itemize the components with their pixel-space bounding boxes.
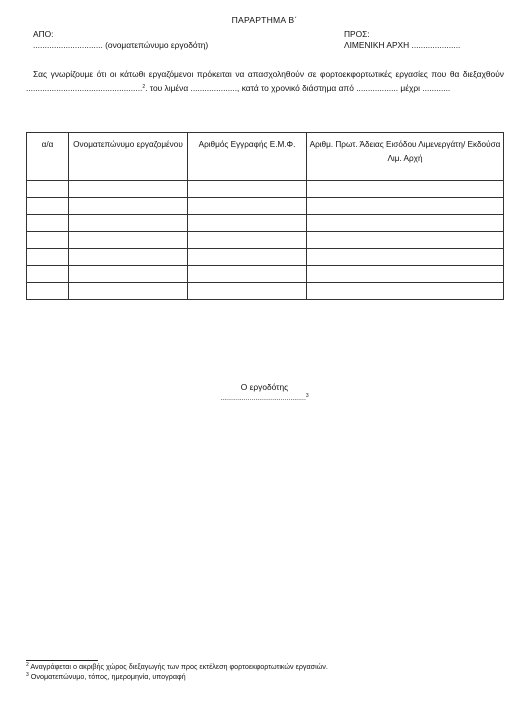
table-row [27, 198, 504, 215]
signature-field [0, 395, 529, 402]
notice-paragraph [26, 67, 504, 95]
table-cell[interactable] [69, 266, 188, 283]
table-cell[interactable] [188, 249, 307, 266]
table-cell[interactable] [307, 266, 504, 283]
footnote-ref-3: 3 [305, 393, 309, 399]
table-row [27, 215, 504, 232]
paragraph-text-4: μέχρι [398, 83, 423, 93]
table-row [27, 181, 504, 198]
table-header-row [27, 133, 504, 181]
table-cell[interactable] [188, 198, 307, 215]
table-cell[interactable] [188, 215, 307, 232]
annex-title: ΠΑΡΑΡΤΗΜΑ Β΄ [231, 15, 298, 25]
table-cell[interactable] [188, 266, 307, 283]
table-cell[interactable] [307, 232, 504, 249]
to-field: ΛΙΜΕΝΙΚΗ ΑΡΧΗ ..................... [344, 40, 461, 50]
date-to-blank: ............ [422, 83, 451, 93]
from-hint: (ονοματεπώνυμο εργοδότη) [102, 40, 209, 50]
table-cell[interactable] [307, 181, 504, 198]
table-row [27, 283, 504, 300]
col-header-registration: Αριθμός Εγγραφής Ε.Μ.Φ. [188, 133, 307, 181]
table-cell[interactable] [307, 215, 504, 232]
col-header-aa: α/α [27, 133, 69, 181]
port-blank: .................... [190, 83, 238, 93]
place-blank: .................................................. [26, 83, 143, 93]
table-row [27, 249, 504, 266]
footnote-3-mark: 3 [26, 672, 29, 678]
footnote-3 [26, 672, 186, 681]
table-cell[interactable] [27, 232, 69, 249]
table-cell[interactable] [69, 283, 188, 300]
table-cell[interactable] [307, 283, 504, 300]
table-cell[interactable] [27, 249, 69, 266]
table-cell[interactable] [27, 283, 69, 300]
footnote-3-text: Ονοματεπώνυμο, τόπος, ημερομηνία, υπογραφή [28, 672, 186, 681]
table-cell[interactable] [27, 266, 69, 283]
employer-label: Ο εργοδότης [240, 382, 289, 392]
table-cell[interactable] [27, 198, 69, 215]
footnote-divider [26, 660, 98, 661]
table-cell[interactable] [69, 232, 188, 249]
footnote-ref-2: 2 [142, 84, 146, 90]
footnote-2 [26, 662, 328, 671]
col-header-name: Ονοματεπώνυμο εργαζομένου [69, 133, 188, 181]
to-label: ΠΡΟΣ: [344, 29, 370, 39]
footnote-2-text: Αναγράφεται ο ακριβής χώρος διεξαγωγής των προς εκτέλεση φορτοεκφορτωτικών εργασιών. [28, 662, 328, 671]
table-cell[interactable] [27, 215, 69, 232]
table-cell[interactable] [69, 198, 188, 215]
from-field [33, 40, 208, 50]
table-cell[interactable] [69, 181, 188, 198]
workers-table [26, 132, 504, 300]
table-cell[interactable] [188, 181, 307, 198]
paragraph-text-2: . του λιμένα [145, 83, 191, 93]
signature-line: ............................................ [220, 395, 306, 402]
table-cell[interactable] [307, 249, 504, 266]
table-cell[interactable] [307, 198, 504, 215]
paragraph-text-1: Σας γνωρίζουμε ότι οι κάτωθι εργαζόμενοι πρόκειται να απασχοληθούν σε φορτοεκφορτωτικές εργασίες που θα διεξαχθούν [33, 69, 504, 79]
table-row [27, 266, 504, 283]
table-cell[interactable] [69, 249, 188, 266]
from-label: ΑΠΟ: [33, 29, 54, 39]
from-blank: .............................. [33, 40, 103, 50]
table-cell[interactable] [188, 283, 307, 300]
paragraph-text-3: , κατά το χρονικό διάστημα από [237, 83, 357, 93]
table-cell[interactable] [27, 181, 69, 198]
table-row [27, 232, 504, 249]
table-cell[interactable] [69, 215, 188, 232]
col-header-permit: Αριθμ. Πρωτ. Άδειας Εισόδου Λιμενεργάτη/ Εκδούσα Λιμ. Αρχή [307, 133, 504, 181]
footnote-2-mark: 2 [26, 662, 29, 668]
table-cell[interactable] [188, 232, 307, 249]
date-from-blank: .................. [356, 83, 399, 93]
